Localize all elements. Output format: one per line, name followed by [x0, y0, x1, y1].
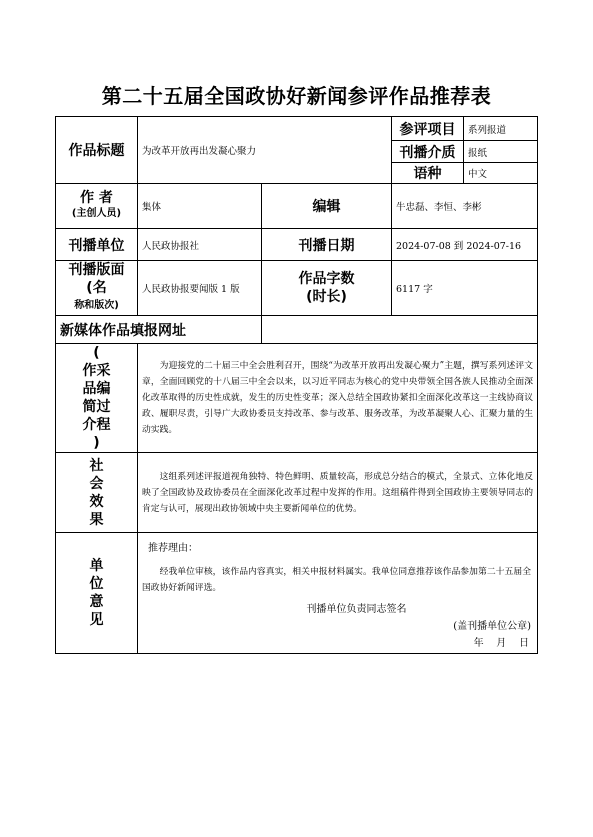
- work-title-label: 作品标题: [56, 117, 138, 184]
- opinion-label-line: 单: [89, 558, 104, 574]
- date-line: 年 月 日: [473, 638, 530, 649]
- work-title-value: 为改革开放再出发凝心聚力: [138, 117, 392, 184]
- row-new-media: [56, 316, 538, 344]
- row-layout: [56, 261, 538, 316]
- pub-date-value: 2024-07-08 到 2024-07-16: [392, 229, 538, 261]
- opinion-label: [56, 533, 138, 654]
- opinion-label-line: 见: [89, 612, 104, 628]
- effect-label-line: 果: [89, 511, 104, 528]
- layout-label: [56, 261, 138, 316]
- seal-line: (盖刊播单位公章): [453, 621, 532, 632]
- row-category: [56, 117, 538, 141]
- intro-label-line: 作采: [82, 363, 111, 379]
- intro-label-line: (: [93, 345, 100, 361]
- editor-value: 牛忠磊、李恒、李彬: [392, 184, 538, 229]
- intro-label-line: 介程: [82, 417, 111, 433]
- intro-text: 为迎接党的二十届三中全会胜利召开，围绕“为改革开放再出发凝心聚力”主题，撰写系列述评文章，全面回顾党的十八届三中全会以来，以习近平同志为核心的党中央带领全国各族人民推动全面深化改革取得的历史性成就，发生的历史性变革；深入总结全国政协紧扣全面深化改革这一主线协商议政、履职尽责，引导广大政协委员支持改革、参与改革、服务改革，为改革凝聚人心、汇聚力量的生动实践。: [138, 344, 538, 453]
- effect-label-line: 社: [89, 457, 104, 474]
- language-value: 中文: [464, 163, 538, 184]
- publisher-label: 刊播单位: [56, 229, 138, 261]
- word-count-label-sub: (时长): [306, 289, 347, 305]
- language-label: 语种: [392, 163, 464, 184]
- author-value: 集体: [138, 184, 262, 229]
- author-label-sub: (主创人员): [71, 208, 122, 219]
- opinion-cell: [138, 533, 538, 654]
- author-label-main: 作 者: [80, 190, 113, 206]
- category-label: 参评项目: [392, 117, 464, 141]
- layout-label-sub: 称和版次): [74, 300, 119, 311]
- new-media-value: [262, 316, 538, 344]
- word-count-label-main: 作品字数: [298, 271, 355, 287]
- opinion-text: 经我单位审核，该作品内容真实，相关申报材料属实。我单位同意推荐该作品参加第二十五届全国政协好新闻评选。: [142, 567, 532, 593]
- signature-line: 刊播单位负责同志签名: [306, 604, 407, 615]
- row-publisher: [56, 229, 538, 261]
- row-opinion: [56, 533, 538, 654]
- medium-label: 刊播介质: [392, 141, 464, 163]
- editor-label: 编辑: [262, 184, 392, 229]
- recommendation-form: [55, 116, 538, 654]
- pub-date-label: 刊播日期: [262, 229, 392, 261]
- author-label: [56, 184, 138, 229]
- new-media-label: 新媒体作品填报网址: [56, 316, 262, 344]
- row-intro: [56, 344, 538, 453]
- intro-label: [56, 344, 138, 453]
- publisher-value: 人民政协报社: [138, 229, 262, 261]
- layout-label-main: 刊播版面(名: [68, 262, 125, 296]
- medium-value: 报纸: [464, 141, 538, 163]
- opinion-label-line: 位: [89, 576, 104, 592]
- effect-label: [56, 453, 138, 533]
- intro-label-line: 品编: [82, 381, 111, 397]
- row-author: [56, 184, 538, 229]
- effect-text: 这组系列述评报道视角独特、特色鲜明、质量较高，形成总分结合的模式，全景式、立体化地反映了全国政协及政协委员在全面深化改革过程中发挥的作用。这组稿件得到全国政协主要领导同志的肯定与认可，展现出政协领域中央主要新闻单位的优势。: [138, 453, 538, 533]
- word-count-value: 6117 字: [392, 261, 538, 316]
- layout-value: 人民政协报要闻版 1 版: [138, 261, 262, 316]
- effect-label-line: 效: [89, 493, 104, 510]
- intro-label-line: ): [93, 435, 100, 451]
- word-count-label: [262, 261, 392, 316]
- opinion-label-line: 意: [89, 594, 104, 610]
- row-effect: [56, 453, 538, 533]
- recommend-heading: 推荐理由：: [148, 543, 198, 554]
- effect-label-line: 会: [89, 475, 104, 492]
- document-title: 第二十五届全国政协好新闻参评作品推荐表: [101, 84, 492, 108]
- category-value: 系列报道: [464, 117, 538, 141]
- intro-label-line: 简过: [82, 399, 111, 415]
